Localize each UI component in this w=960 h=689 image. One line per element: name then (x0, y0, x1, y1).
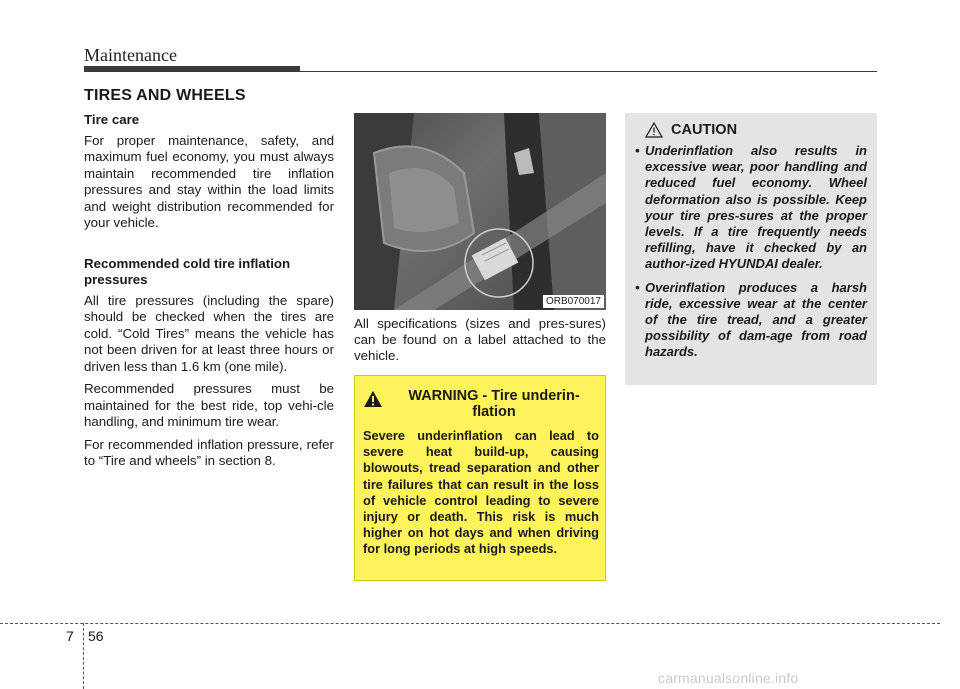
tire-care-heading: Tire care (84, 112, 140, 127)
bullet: • (635, 143, 640, 158)
chapter-number: 7 (66, 628, 74, 644)
cold-pressure-paragraph-2: Recommended pressures must be maintained for the best ride, top vehi-cle handling, and minimum tire wear. (84, 381, 334, 429)
watermark: carmanualsonline.info (658, 670, 799, 686)
tire-care-paragraph: For proper maintenance, safety, and maximum fuel economy, you must always maintain recommended tire inflation pressures and stay within the load limits and weight distribution recommended for your vehicle. (84, 132, 334, 230)
cold-pressure-heading: Recommended cold tire inflation pressures (84, 255, 291, 287)
cold-pressure-paragraph-3: For recommended inflation pressure, refer to “Tire and wheels” in section 8. (84, 436, 334, 468)
caution-title: CAUTION (671, 122, 738, 138)
caution-box (625, 113, 877, 385)
warning-title: WARNING - Tire underin-flation (408, 388, 580, 420)
door-jamb-illustration (354, 113, 606, 310)
warning-box (354, 375, 606, 581)
caution-item-text: Overinflation produces a harsh ride, excessive wear at the center of the tire tread, and a greater possibility of dam-age from road hazards. (645, 279, 867, 360)
section-title: TIRES AND WHEELS (84, 87, 246, 104)
caution-item-underinflation (635, 143, 867, 273)
header-bar (84, 66, 300, 72)
caution-triangle-icon (645, 122, 663, 138)
warning-body: Severe underinflation can lead to severe heat build-up, causing blowouts, tread separation and other tire failures that can result in the loss of vehicle control leading to severe injury or death. This risk is much higher on hot days and when driving for long periods at high speeds. (363, 428, 599, 557)
footer-rule (0, 623, 940, 624)
header-rule (300, 71, 877, 72)
tire-label-photo (354, 113, 606, 310)
footer-divider (83, 623, 84, 689)
specs-paragraph: All specifications (sizes and pres-sures) can be found on a label attached to the vehicle. (354, 316, 606, 363)
tire-care-column (84, 112, 334, 476)
warning-triangle-icon (363, 390, 383, 408)
caution-list (635, 143, 867, 361)
caution-item-text: Underinflation also results in excessive wear, poor handling and reduced fuel economy. Wheel deformation also is possible. Keep your tire pres-sures at the proper levels. If a tire frequently needs refilling, have it checked by an author-ized HYUNDAI dealer. (645, 143, 867, 272)
page-header-title: Maintenance (84, 45, 177, 65)
page-number: 56 (88, 628, 104, 644)
caution-item-overinflation (635, 280, 867, 361)
cold-pressure-paragraph-1: All tire pressures (including the spare) should be checked when the tires are cold. “Cold Tires” means the vehicle has not been driven for at least three hours or driven less than 1.6 km (one mile). (84, 292, 334, 374)
image-reference-label: ORB070017 (543, 295, 604, 308)
bullet: • (635, 279, 640, 295)
